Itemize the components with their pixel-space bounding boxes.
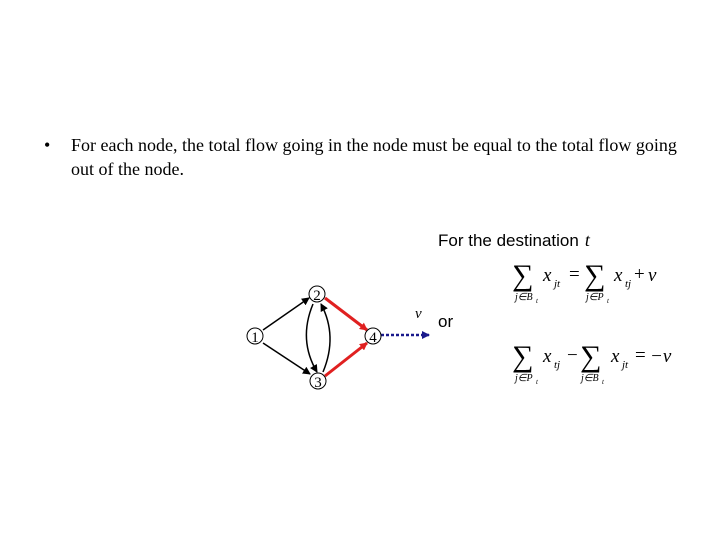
eq2-first-sub: tj [554, 359, 561, 371]
eq2-sum-right: ∑ [580, 340, 602, 373]
edge-3-2 [321, 304, 330, 372]
eq1-lhs-under-sub: t [536, 297, 538, 305]
equation-1 [512, 259, 657, 305]
node-3 [310, 373, 326, 391]
eq1-rhs-under: j∈P [586, 292, 604, 303]
eq2-minus: − [567, 345, 578, 366]
eq1-rhs-under-sub: t [607, 297, 609, 305]
eq1-flow: v [648, 265, 657, 286]
destination-title-text: For the destination [438, 231, 579, 250]
eq2-second-under-sub: t [602, 378, 604, 386]
eq2-second-sub: jt [622, 359, 629, 371]
node-2-label: 2 [313, 288, 321, 304]
eq1-rhs-sub: tj [625, 278, 632, 290]
edge-1-3 [263, 343, 310, 374]
eq2-first-under-sub: t [536, 378, 538, 386]
eq2-second-under: j∈B [581, 373, 599, 384]
eq2-second-var: x [611, 346, 620, 367]
or-label: or [438, 312, 454, 331]
eq1-sum-right: ∑ [584, 259, 606, 292]
edge-2-3 [306, 304, 317, 372]
eq2-first-var: x [543, 346, 552, 367]
edge-2-4 [325, 298, 367, 330]
eq1-lhs-under: j∈B [515, 292, 533, 303]
bullet-text: For each node, the total flow going in the node must be equal to the total flow going out of the node. [71, 135, 677, 179]
eq2-sum-left: ∑ [512, 340, 534, 373]
node-1-label: 1 [251, 330, 259, 346]
node-4-label: 4 [369, 330, 377, 346]
node-3-label: 3 [314, 375, 322, 391]
node-1 [247, 328, 263, 346]
equation-2 [512, 340, 672, 386]
flow-label: v [415, 306, 422, 322]
edge-1-2 [263, 298, 309, 330]
eq1-lhs-sub: jt [554, 278, 561, 290]
eq2-first-under: j∈P [515, 373, 533, 384]
eq2-result: −v [650, 346, 672, 367]
eq1-lhs-var: x [543, 265, 552, 286]
eq1-equals: = [569, 264, 580, 285]
eq1-sum-left: ∑ [512, 259, 534, 292]
bullet-symbol: • [44, 135, 51, 155]
eq1-rhs-var: x [614, 265, 623, 286]
eq1-plus: + [634, 264, 645, 285]
node-4 [365, 328, 381, 346]
eq2-equals: = [635, 345, 646, 366]
node-2 [309, 286, 325, 304]
destination-variable: t [584, 230, 590, 250]
edge-3-4 [325, 343, 367, 376]
